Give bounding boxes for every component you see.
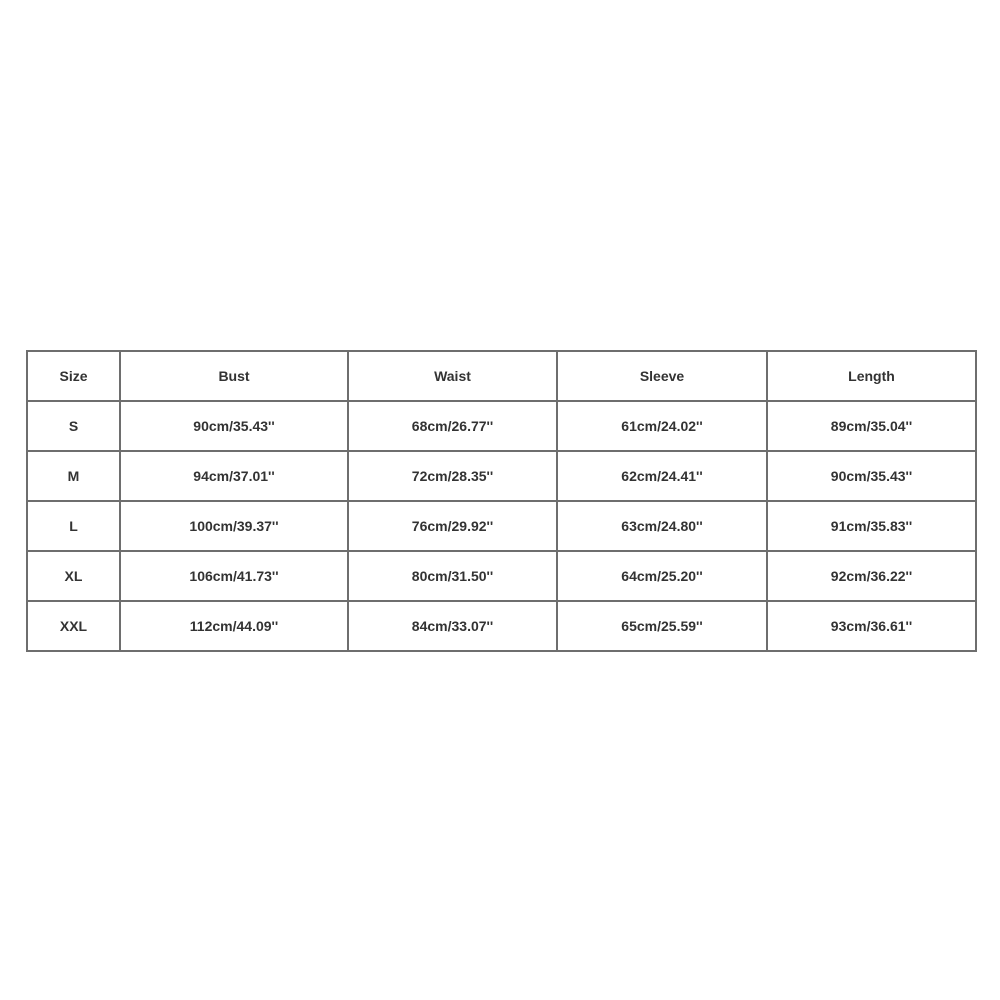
cell-bust: 90cm/35.43'' — [120, 401, 348, 451]
cell-length: 92cm/36.22'' — [767, 551, 976, 601]
cell-length: 91cm/35.83'' — [767, 501, 976, 551]
cell-size: XL — [27, 551, 120, 601]
cell-waist: 84cm/33.07'' — [348, 601, 557, 651]
cell-sleeve: 62cm/24.41'' — [557, 451, 767, 501]
cell-bust: 106cm/41.73'' — [120, 551, 348, 601]
cell-waist: 76cm/29.92'' — [348, 501, 557, 551]
cell-bust: 94cm/37.01'' — [120, 451, 348, 501]
cell-length: 93cm/36.61'' — [767, 601, 976, 651]
table-row — [27, 401, 976, 451]
cell-waist: 68cm/26.77'' — [348, 401, 557, 451]
cell-size: M — [27, 451, 120, 501]
table-header-row — [27, 351, 976, 401]
cell-size: S — [27, 401, 120, 451]
cell-size: L — [27, 501, 120, 551]
header-size: Size — [27, 351, 120, 401]
cell-sleeve: 64cm/25.20'' — [557, 551, 767, 601]
header-length: Length — [767, 351, 976, 401]
table-row — [27, 601, 976, 651]
cell-waist: 80cm/31.50'' — [348, 551, 557, 601]
cell-bust: 100cm/39.37'' — [120, 501, 348, 551]
cell-length: 89cm/35.04'' — [767, 401, 976, 451]
cell-bust: 112cm/44.09'' — [120, 601, 348, 651]
header-bust: Bust — [120, 351, 348, 401]
header-sleeve: Sleeve — [557, 351, 767, 401]
cell-sleeve: 63cm/24.80'' — [557, 501, 767, 551]
table-row — [27, 451, 976, 501]
table-row — [27, 551, 976, 601]
table-row — [27, 501, 976, 551]
header-waist: Waist — [348, 351, 557, 401]
cell-sleeve: 61cm/24.02'' — [557, 401, 767, 451]
cell-size: XXL — [27, 601, 120, 651]
cell-waist: 72cm/28.35'' — [348, 451, 557, 501]
size-chart-table — [26, 350, 977, 652]
cell-length: 90cm/35.43'' — [767, 451, 976, 501]
cell-sleeve: 65cm/25.59'' — [557, 601, 767, 651]
